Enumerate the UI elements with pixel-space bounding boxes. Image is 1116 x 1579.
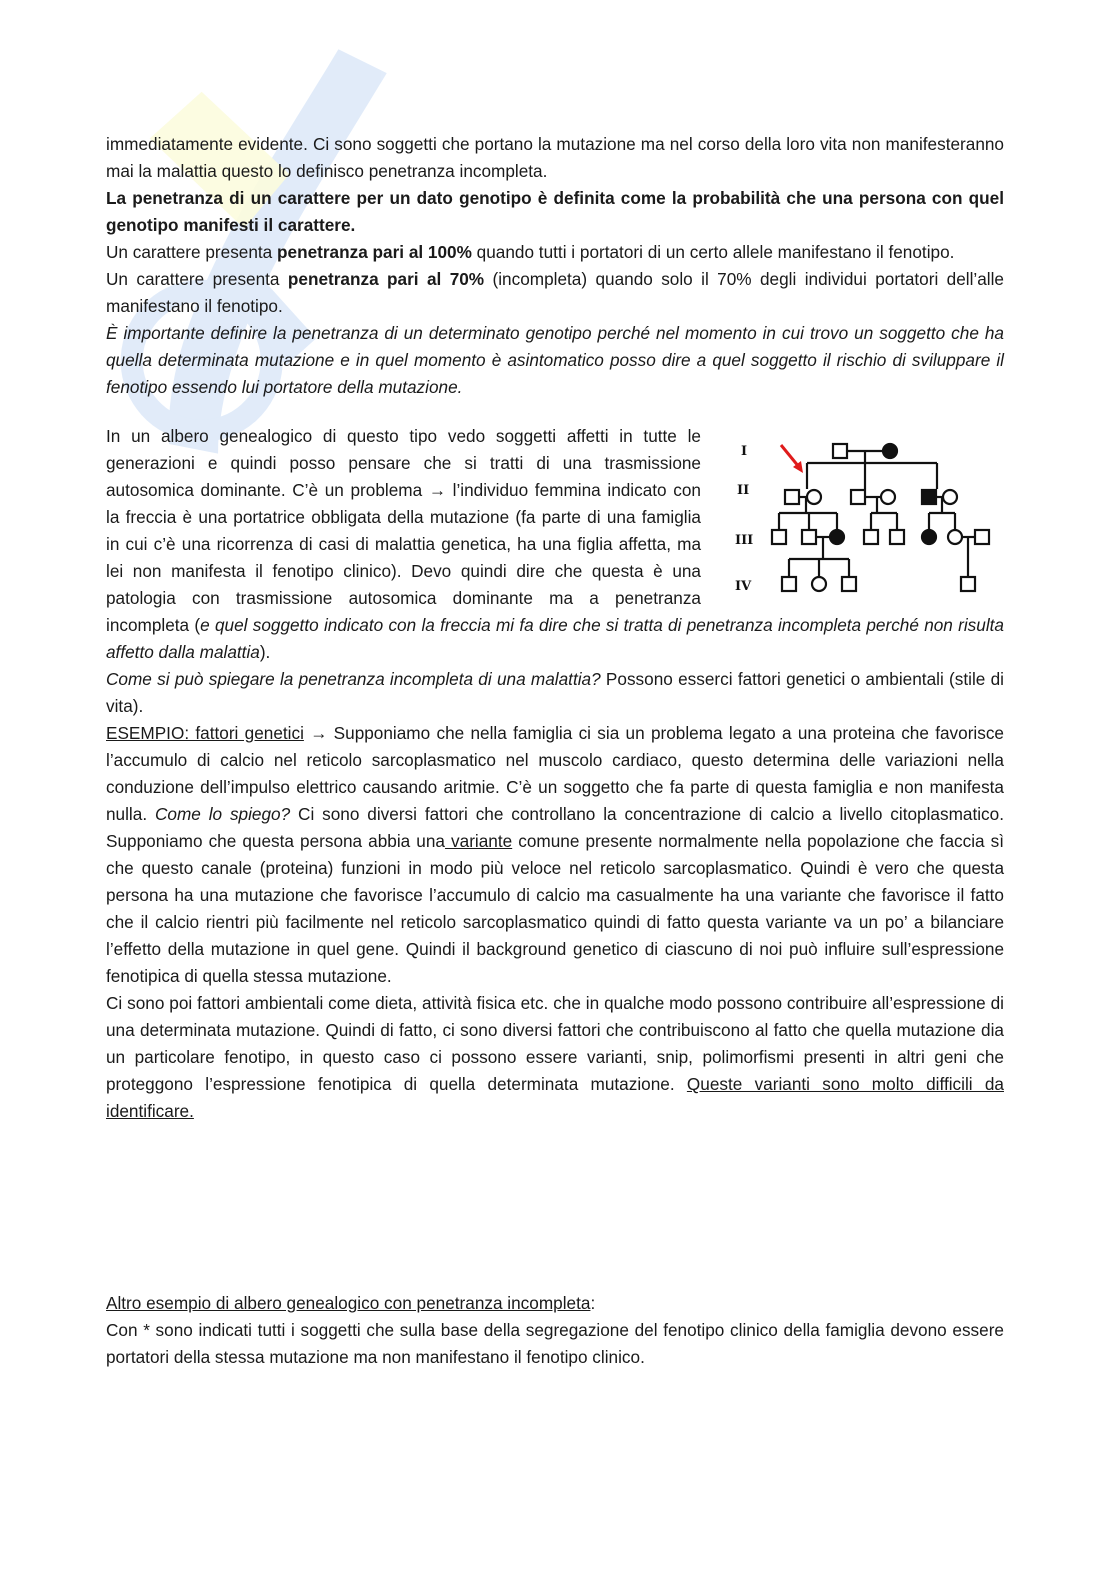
paragraph-intro: immediatamente evidente. Ci sono soggetti che portano la mutazione ma nel corso della loro vita non manifesteranno mai la malattia questo lo definisco penetranza incompleta. [106,134,1004,181]
pedigree-male [890,530,904,544]
paragraph-question: Come si può spiegare la penetranza incompleta di una malattia? Possono esserci fattori genetici o ambientali (stile di vita). [106,669,1004,716]
pedigree-female-affected [922,530,936,544]
pedigree-male [772,530,786,544]
pedigree-female [881,490,895,504]
pedigree-female-affected [883,444,897,458]
paragraph-asterisk-note: Con * sono indicati tutti i soggetti che sulla base della segregazione del fenotipo clinico della famiglia devono essere portatori della stessa mutazione ma non manifestano il fenotipo clinico. [106,1320,1004,1367]
pedigree-male [802,530,816,544]
pedigree-male-affected [922,490,936,504]
pedigree-female-affected [830,530,844,544]
generation-label-1: I [741,444,748,459]
pedigree-male [851,490,865,504]
pedigree-female [812,577,826,591]
paragraph-environmental: Ci sono poi fattori ambientali come dieta, attività fisica etc. che in qualche modo possono contribuire all’espressione di una determinata mutazione. Quindi di fatto, ci sono diversi fattori che contribuiscono al fatto che quella mutazione dia un particolare fenotipo, in questo caso ci possono essere varianti, snip, polimorfismi presenti in altri geni che proteggono l’espressione fenotipica di quella determinata mutazione. Queste varianti sono molto difficili da identificare. [106,993,1004,1121]
paragraph-genetic-example: ESEMPIO: fattori genetici → Supponiamo che nella famiglia ci sia un problema legato a una proteina che favorisce l’accumulo di calcio nel reticolo sarcoplasmatico nel muscolo cardiaco, questo determina delle variazioni nella conduzione dell’impulso elettrico causando aritmie. C’è un soggetto che fa parte di questa famiglia e non manifesta nulla. Come lo spiego? Ci sono diversi fattori che controllano la concentrazione di calcio a livello citoplasmatico. Supponiamo che questa persona abbia una variante comune presente normalmente nella popolazione che faccia sì che questo canale (proteina) funzioni in modo più veloce nel reticolo sarcoplasmatico. Quindi è vero che questa persona ha una mutazione che favorisce l’accumulo di calcio ma casualmente ha una variante che favorisce il fatto che il calcio rientri più facilmente nel reticolo sarcoplasmatico quindi di fatto questa variante va un po’ a bilanciare l’effetto della mutazione in quel gene. Quindi il background genetico di ciascuno di noi può influire sull’espressione fenotipica di quella stessa mutazione. [106,723,1005,986]
generation-label-2: II [737,483,750,498]
document-body [106,131,1004,1371]
paragraph-pedigree-explanation: In un albero genealogico di questo tipo vedo soggetti affetti in tutte le generazioni e quindi posso pensare che si tratti di una trasmissione autosomica dominante. C’è un problema → l’individuo femmina indicato con la freccia è una portatrice obbligata della mutazione (fa parte di una famiglia in cui c’è una ricorrenza di casi di malattia genetica, ha una figlia affetta, ma lei non manifesta il fenotipo clinico). Devo quindi dire che questa è una patologia con trasmissione autosomica dominante ma a penetranza incompleta (e quel soggetto indicato con la freccia mi fa dire che si tratta di penetranza incompleta perché non risulta affetto dalla malattia). [106,426,1004,662]
pedigree-female-carrier-arrow [807,490,821,504]
pedigree-male [842,577,856,591]
paragraph-other-example: Altro esempio di albero genealogico con penetranza incompleta: [106,1293,596,1313]
pedigree-chart [719,427,1004,602]
paragraph-definition: La penetranza di un carattere per un dato genotipo è definita come la probabilità che una persona con quel genotipo manifesti il carattere. [106,188,1004,235]
pedigree-male [975,530,989,544]
pedigree-male [864,530,878,544]
pedigree-female [943,490,957,504]
paragraph-penetrance-70: Un carattere presenta penetranza pari al 70% (incompleta) quando solo il 70% degli individui portatori dell’alle manifestano il fenotipo. [106,269,1004,316]
arrow-icon: → [428,480,446,500]
pedigree-male [785,490,799,504]
paragraph-importance: È importante definire la penetranza di un determinato genotipo perché nel momento in cui trovo un soggetto che ha quella determinata mutazione e in quel momento è asintomatico posso dire a quel soggetto il rischio di sviluppare il fenotipo essendo lui portatore della mutazione. [106,323,1004,397]
pedigree-female [948,530,962,544]
arrow-icon: → [303,723,334,743]
arrow-icon [781,445,799,467]
generation-label-3: III [735,533,754,548]
generation-label-4: IV [735,579,752,594]
pedigree-male [833,444,847,458]
pedigree-male [782,577,796,591]
paragraph-penetrance-100: Un carattere presenta penetranza pari al 100% quando tutti i portatori di un certo allele manifestano il fenotipo. [106,242,955,262]
pedigree-male [961,577,975,591]
